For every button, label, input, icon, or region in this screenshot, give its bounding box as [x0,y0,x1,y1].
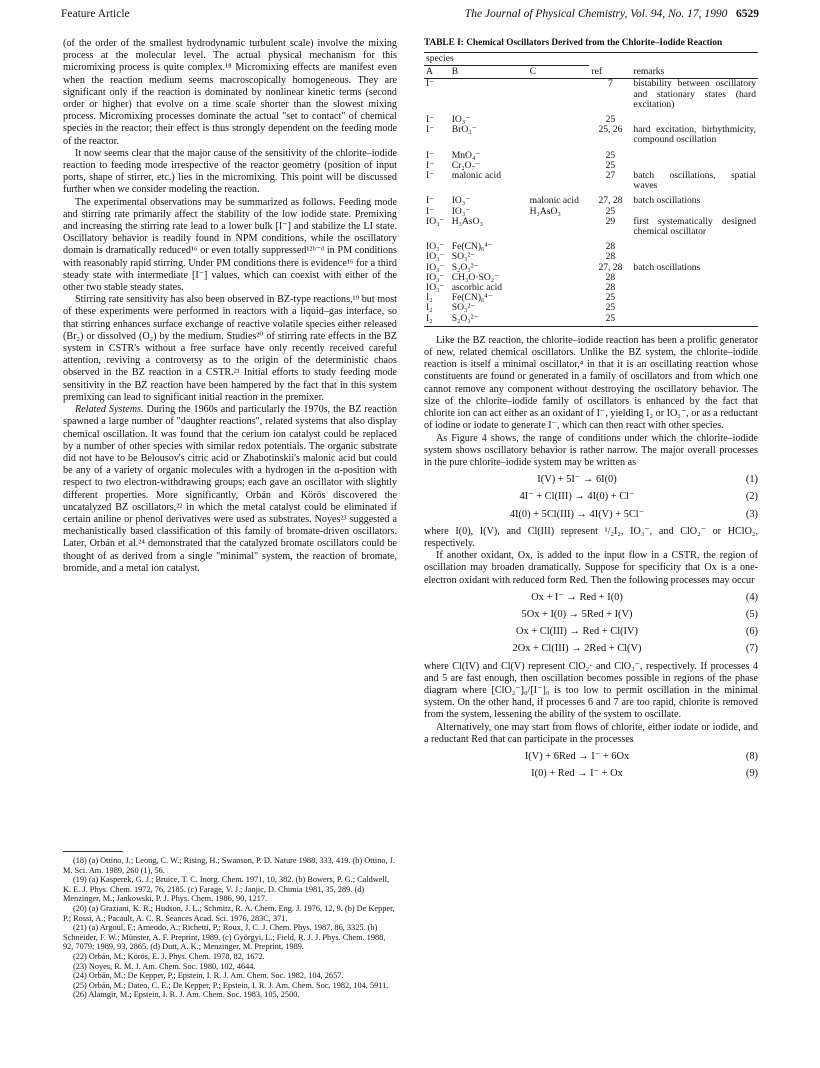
equation [424,491,758,503]
footnotes [63,856,397,1000]
paragraph: If another oxidant, Ox, is added to the input flow in a CSTR, the region of oscillation may broaden dramatically. Suppose for specificity that Ox is a one-electron oxidant with reduced form Red. Then the following processes may occur [424,550,758,586]
species-c-cell [528,237,590,252]
ref-cell: 27, 28 [598,261,623,273]
species-a-cell: I⁻ [426,159,435,171]
remarks-cell: first systematically designed chemical oscillator [633,215,756,238]
paragraph: The experimental observations may be summarized as follows. Feeding mode and stirring rate primarily affect the stability of the low iodide state. Premixing and increasing the stirring rate lead to a lower bulk [I⁻] and stabilize the LI state. Oscillatory behavior is readily found in NPM conditions, while the oscillatory domain is dramatically reduced¹⁶ or even totally suppressed¹²ᵇ⁻ᵈ in PM conditions with reasonably rapid stirring. Under PM conditions there is evidence¹⁶ for a third steady state with intermediate [I⁻] values, which can coexist with either of the other two stable steady states. [63,196,397,294]
remarks-cell: batch oscillations [633,195,701,207]
ref-cell: 28 [605,282,616,294]
species-b-cell: ascorbic acid [451,282,503,294]
footnote: (18) (a) Ottino, J.; Leong, C. W.; Rising, H.; Swanson, P. D. Nature 1988, 333, 419. (b) Ottino, J. M. Sci. Am. 1989, 260 (1), 56. [63,856,395,875]
ref-cell: 28 [605,241,616,253]
running-header-left: Feature Article [61,8,130,20]
ref-cell: 25 [605,114,616,126]
ref-cell: 25 [605,312,616,324]
column-header: ref [591,65,603,77]
species-a-cell: IO₃⁻ [426,241,445,253]
table-row [424,191,758,206]
remarks-cell [631,314,758,324]
species-c-cell [528,283,590,293]
species-b-cell: IO₃⁻ [451,114,471,126]
ref-cell: 7 [608,78,613,90]
equation-group [424,592,758,656]
equation-number: (3) [745,508,758,520]
remarks-cell: hard excitation, birhythmicity, compound oscillation [633,124,756,146]
remarks-cell [631,283,758,293]
paragraph: Like the BZ reaction, the chlorite–iodide reaction has been a prolific generator of new, related chemical oscillators. Unlike the BZ system, the chlorite–iodide reaction is itself a minimal oscillator,⁴ in that it is an oscillating reaction whose constituents are found or generated in a family of oscillators and from which one cannot remove any component without destroying the oscillatory behavior. The size of the chlorite–iodide family of oscillators is enhanced by the fact that chlorite ion can act either as an oxidant of I⁻, yielding I₂ or IO₃⁻, or as a reductant of iodine or iodate to generate I⁻, which can then react with other species. [424,334,758,432]
species-a-cell: I⁻ [426,78,435,90]
equation-body: I(V) + 5I⁻ → 6I(0) [537,474,617,486]
equation [424,592,758,604]
species-b-cell: IO₃⁻ [451,195,471,207]
species-a-cell: I⁻ [426,149,435,161]
species-header: species [424,53,589,66]
species-b-cell: Fe(CN)₆⁴⁻ [451,292,493,304]
species-a-cell: IO₃⁻ [426,215,445,227]
ref-cell: 25 [605,205,616,217]
oscillator-table [424,52,758,324]
column-header: C [529,66,537,78]
equation-body: 4I(0) + 5Cl(III) → 4I(V) + 5Cl⁻ [509,508,645,520]
species-b-cell: S₂O₃²⁻ [451,312,479,324]
species-c-cell [528,79,590,110]
species-a-cell: IO₃⁻ [426,282,445,294]
equation [424,643,758,655]
section-heading: Related Systems. [75,404,144,416]
column-header: A [426,66,433,78]
equation-body: Ox + I⁻ → Red + I(0) [531,591,623,603]
species-c-cell: H₃AsO₃ [529,205,561,217]
paragraph: Alternatively, one may start from flows of chlorite, either iodate or iodide, and a reductant Red that can participate in the processes [424,721,758,745]
equation-number: (7) [745,643,758,655]
ref-cell: 25 [605,302,616,314]
species-c-cell [528,263,590,273]
page-number: 6529 [736,8,759,20]
ref-cell: 29 [605,215,616,227]
species-a-cell: I₂ [426,312,433,324]
species-b-cell: H₃AsO₃ [451,215,483,227]
footnote: (24) Orbán, M.; De Kepper, P.; Epstein, I. R. J. Am. Chem. Soc. 1982, 104, 2657. [73,971,344,981]
equation [424,609,758,621]
ref-cell: 25 [605,149,616,161]
journal-citation: The Journal of Physical Chemistry, Vol. 94, No. 17, 1990 [464,8,728,20]
ref-cell: 27 [605,170,616,182]
ref-cell: 28 [605,251,616,263]
running-header-right [465,8,759,20]
remarks-cell [631,303,758,313]
species-a-cell: IO₃⁻ [426,261,445,273]
ref-cell: 27, 28 [598,195,623,207]
right-column [424,38,758,785]
species-c-cell [528,125,590,145]
table-caption: TABLE I: Chemical Oscillators Derived from the Chlorite–Iodide Reaction [424,38,723,48]
footnote: (21) (a) Argoul, F.; Arneodo, A.; Richetti, P.; Roux, J. C. J. Chem. Phys. 1987, 86, 3325. (b) Schneider, F. W.; Münster, A. F. Preprint, 1989. (c) Györgyi, L.; Field, R. J. J. Phys. Chem. 1988, 92, 7079; 1989, 93, 2865. (d) Dutt, A. K.; Menzinger, M. Preprint, 1989. [63,923,386,952]
species-b-cell: MnO₄⁻ [451,149,481,161]
paragraph: where Cl(IV) and Cl(V) represent ClO₂· and ClO₃⁻, respectively. If processes 4 and 5 are fast enough, then oscillation becomes possible in regions of the phase diagram where [ClO₂⁻]₀/[I⁻]₀ is too low to permit oscillation in the minimal system. On the other hand, if processes 6 and 7 are too rapid, chlorite is removed from the system, lessening the ability of the system to oscillate. [424,660,758,721]
column-header: remarks [633,65,665,77]
paragraph-text: During the 1960s and particularly the 1970s, the BZ reaction spawned a large number of "daughter reactions", related systems that also display chemical oscillation. It was found that the cerium ion catalyst could be replaced by a number of other species with similar redox potentials. The organic substrate did not have to be Belousov's citric acid or Zhabotinskii's malonic acid but could be any of a variety of organic molecules with a hydrogen in the α-position with respect to two electron-withdrawing groups; each gave an oscillator with slightly different properties. More significantly, Orbán and Körös discovered the uncatalyzed BZ oscillators,²² in which the metal catalyst could be eliminated if certain aniline or phenol derivatives were used as substrates. Noyes²³ suggested a mechanistically based classification of this family of bromate-driven oscillators. Later, Orbán et al.²⁴ demonstrated that the catalyzed bromate oscillators could be thought of as derived from a single "minimal" system, the reaction of bromate, bromide, and a metal ion catalyst. [63,404,398,574]
equation [424,474,758,486]
species-b-cell: malonic acid [451,170,502,182]
species-c-cell [528,110,590,125]
remarks-cell [631,293,758,303]
species-a-cell: I₂ [426,302,433,314]
species-c-cell [528,161,590,171]
ref-cell: 25 [605,159,616,171]
equation-body: I(0) + Red → I⁻ + Ox [531,768,623,780]
equation-body: I(V) + 6Red → I⁻ + 6Ox [524,750,630,762]
ref-cell: 25, 26 [598,124,623,136]
equation [424,768,758,780]
species-b-cell: Fe(CN)₆⁴⁻ [451,241,493,253]
ref-cell: 28 [605,271,616,283]
remarks-cell [631,146,758,161]
remarks-cell [631,237,758,252]
table-body [424,79,758,324]
footnote: (23) Noyes, R. M. J. Am. Chem. Soc. 1980, 102, 4644. [73,961,256,971]
remarks-cell [631,273,758,283]
equation-number: (6) [745,626,758,638]
paragraph: Stirring rate sensitivity has also been observed in BZ-type reactions,¹⁹ but most of these experiments were performed in reactors with a liquid–gas interface, so that stirring enhances surface exchange of reactive volatile species either released (Br₂) or dissolved (O₂) by the medium. Studies²⁰ of stirring rate effects in the BZ system in CSTR's without a free surface have only recently received careful attention, reviving a controversy as to the origin of the deterministic chaos observed in the BZ reaction in a CSTR.²¹ Initial efforts to study feeding mode sensitivity in the BZ reaction have been hampered by the fact that in this system premixing can lead to significant initial reaction in the premixer. [63,294,397,403]
table-row [424,314,758,324]
remarks-cell [631,110,758,125]
species-b-cell: Cr₂O₇⁻ [451,159,481,171]
equation-number: (1) [745,474,758,486]
species-c-cell: malonic acid [529,195,579,207]
species-c-cell [528,293,590,303]
species-a-cell: I⁻ [426,114,435,126]
table-row [424,237,758,252]
species-c-cell [528,252,590,262]
paragraph: where I(0), I(V), and Cl(III) represent ¹/₂I₂, IO₃⁻, and ClO₂⁻ or HClO₂, respectively. [424,525,758,549]
paragraph: As Figure 4 shows, the range of conditions under which the chlorite–iodide system shows oscillatory behavior is rather narrow. The major overall processes in the pure chlorite–iodide system may be written as [424,432,758,468]
species-a-cell: I⁻ [426,170,435,182]
species-b-cell: IO₃⁻ [451,205,471,217]
equation-body: 2Ox + Cl(III) → 2Red + Cl(V) [512,643,642,655]
paragraph: (of the order of the smallest hydrodynamic turbulent scale) involve the mixing process at the molecular level. The actual physical mechanism for this micromixing process is quite complex.¹⁸ Micromixing effects are manifest even when the reaction medium seems macroscopically homogeneous. They are significant only if the reaction is dominated by nonlinear kinetic terms (second order or higher) that evolve on a time scale shorter than the slowest mixing process. Micromixing processes dominate the actual "set to contact" of chemical species in the reactor; their effect is thus strongly dependent on the feeding mode of the reactor. [63,38,397,147]
equation-number: (2) [745,491,758,503]
species-c-cell [528,303,590,313]
column-header: B [451,66,459,78]
footnote-rule [63,851,123,852]
remarks-cell: batch oscillations, spatial waves [633,170,756,192]
species-c-cell [528,273,590,283]
remarks-cell: batch oscillations [633,261,701,273]
footnote: (22) Orbán, M.; Körös, E. J. Phys. Chem. 1978, 82, 1672. [73,951,265,961]
equation-number: (4) [745,591,758,603]
equation-group [424,751,758,780]
equation [424,626,758,638]
table-row [424,217,758,237]
equation [424,509,758,521]
remarks-cell: bistability between oscillatory and stationary states (hard excitation) [633,78,756,110]
species-b-cell [450,79,528,110]
species-a-cell: I₂ [426,292,433,304]
species-a-cell: IO₃⁻ [426,251,445,263]
species-b-cell: SO₃²⁻ [451,251,476,263]
species-b-cell: SO₃²⁻ [451,302,476,314]
footnote: (25) Orbán, M.; Dateo, C. E.; De Kepper, P.; Epstein, I. R. J. Am. Chem. Soc. 1982, 104, 5911. [73,980,389,990]
paragraph: It now seems clear that the major cause of the sensitivity of the chlorite–iodide reaction to feeding mode irrespective of the reactor geometry (position of input ports, shape of stirrer, etc.) lies in the micromixing. This point will be discussed further when we consider modeling the reaction. [63,147,397,196]
equation-body: 4I⁻ + Cl(III) → 4I(0) + Cl⁻ [519,491,635,503]
equation-number: (5) [745,608,758,620]
species-c-cell [528,171,590,191]
table-row [424,125,758,145]
table-row [424,146,758,161]
footnote: (26) Alamgir, M.; Epstein, I. R. J. Am. Chem. Soc. 1983, 105, 2500. [73,990,300,1000]
equation [424,751,758,763]
footnote: (20) (a) Graziani, K. R.; Hudson, J. L.; Schmitz, R. A. Chem. Eng. J. 1976, 12, 9. (b) De Kepper, P.; Rossi, A.; Pacault, A. C. R. Seances Acad. Sci. 1976, 283C, 371. [63,903,395,923]
table-row [424,79,758,110]
species-c-cell [528,146,590,161]
paragraph [63,404,397,575]
footnote: (19) (a) Kasperek, G. J.; Bruice, T. C. Inorg. Chem. 1971, 10, 382. (b) Bowers, P. G.; Caldwell, K. E. J. Phys. Chem. 1972, 76, 2185. (c) Farage, V. J.; Janjic, D. Chimia 1981, 35, 289. (d) Menzinger, M.; Jankowski, P. J. Phys. Chem. 1986, 90, 1217. [63,875,390,904]
species-a-cell: I⁻ [426,205,435,217]
equation-number: (9) [745,768,758,780]
species-a-cell: I⁻ [426,124,435,136]
species-c-cell [528,314,590,324]
table-bottom-rule [424,326,758,327]
species-b-cell: CH₃O·SO₂⁻ [451,271,500,283]
table-row [424,171,758,191]
species-a-cell: I⁻ [426,195,435,207]
equation-group [424,474,758,521]
equation-number: (8) [745,750,758,762]
species-a-cell: IO₃⁻ [426,271,445,283]
ref-cell: 25 [605,292,616,304]
equation-body: 5Ox + I(0) → 5Red + I(V) [521,608,633,620]
species-c-cell [528,217,590,237]
species-b-cell: S₂O₃²⁻ [451,261,479,273]
table-row [424,110,758,125]
species-b-cell: BrO₃⁻ [451,124,477,136]
equation-body: Ox + Cl(III) → Red + Cl(IV) [516,626,638,638]
left-column [63,38,397,575]
